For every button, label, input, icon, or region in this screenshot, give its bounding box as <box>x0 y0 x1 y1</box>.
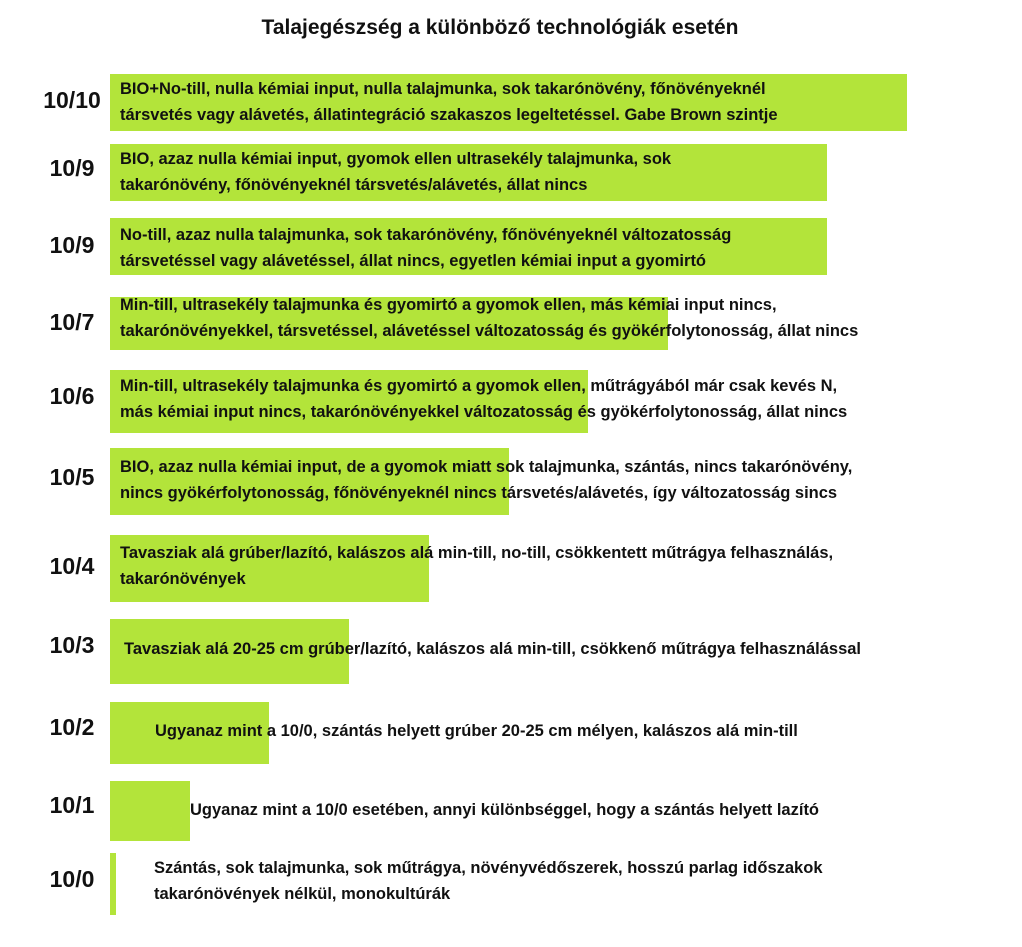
description-line: Ugyanaz mint a 10/0, szántás helyett grúber 20-25 cm mélyen, kalászos alá min-till <box>155 722 798 740</box>
technology-description <box>124 636 861 662</box>
chart-title: Talajegészség a különböző technológiák esetén <box>261 16 739 39</box>
description-line: Min-till, ultrasekély talajmunka és gyomirtó a gyomok ellen, műtrágyából már csak kevés N, <box>120 377 838 395</box>
description-line: Min-till, ultrasekély talajmunka és gyomirtó a gyomok ellen, más kémiai input nincs, <box>120 296 777 314</box>
description-line: Ugyanaz mint a 10/0 esetében, annyi különbséggel, hogy a szántás helyett lazító <box>190 801 820 819</box>
technology-description <box>120 373 847 425</box>
description-line: nincs gyökérfolytonosság, főnövényeknél nincs társvetés/alávetés, így változatosság sincs <box>120 484 838 502</box>
description-line: más kémiai input nincs, takarónövényekkel változatosság és gyökérfolytonosság, állat nincs <box>120 403 848 421</box>
technology-description <box>190 797 819 823</box>
description-line: társvetés vagy alávetés, állatintegráció szakaszos legeltetéssel. Gabe Brown szintje <box>120 106 778 124</box>
description-line: Tavasziak alá 20-25 cm grúber/lazító, kalászos alá min-till, csökkenő műtrágya felhasználással <box>124 640 862 658</box>
description-line: takarónövények nélkül, monokultúrák <box>154 885 451 903</box>
description-line: BIO, azaz nulla kémiai input, de a gyomok miatt sok talajmunka, szántás, nincs takarónövény, <box>120 458 853 476</box>
score-bar <box>110 853 116 915</box>
score-bar <box>110 781 190 841</box>
description-line: takarónövények <box>120 570 246 588</box>
score-label: 10/7 <box>49 309 95 335</box>
score-label: 10/1 <box>49 792 95 818</box>
score-label: 10/2 <box>49 714 95 740</box>
score-label: 10/5 <box>49 464 95 490</box>
technology-description <box>155 718 798 744</box>
score-label: 10/9 <box>49 232 95 258</box>
technology-description <box>154 855 823 907</box>
score-label: 10/6 <box>49 383 95 409</box>
description-line: Tavasziak alá grúber/lazító, kalászos alá min-till, no-till, csökkentett műtrágya felhasználás, <box>120 544 834 562</box>
description-line: BIO, azaz nulla kémiai input, gyomok ellen ultrasekély talajmunka, sok <box>120 150 672 168</box>
score-label: 10/4 <box>49 553 95 579</box>
description-line: társvetéssel vagy alávetéssel, állat nincs, egyetlen kémiai input a gyomirtó <box>120 252 707 270</box>
technology-description <box>120 454 852 506</box>
description-line: takarónövényekkel, társvetéssel, alávetéssel változatosság és gyökérfolytonosság, állat nincs <box>120 322 859 340</box>
score-label: 10/3 <box>49 632 95 658</box>
description-line: Szántás, sok talajmunka, sok műtrágya, növényvédőszerek, hosszú parlag időszakok <box>154 859 823 877</box>
technology-description <box>120 292 858 344</box>
score-label: 10/10 <box>43 87 101 113</box>
description-line: takarónövény, főnövényeknél társvetés/alávetés, állat nincs <box>120 176 588 194</box>
description-line: BIO+No-till, nulla kémiai input, nulla talajmunka, sok takarónövény, főnövényeknél <box>120 80 766 98</box>
score-label: 10/9 <box>49 155 95 181</box>
technology-description <box>120 540 833 592</box>
technology-description <box>120 146 671 198</box>
technology-description <box>120 76 778 128</box>
technology-description <box>120 222 731 274</box>
description-line: No-till, azaz nulla talajmunka, sok takarónövény, főnövényeknél változatosság <box>120 226 732 244</box>
score-label: 10/0 <box>49 866 95 892</box>
